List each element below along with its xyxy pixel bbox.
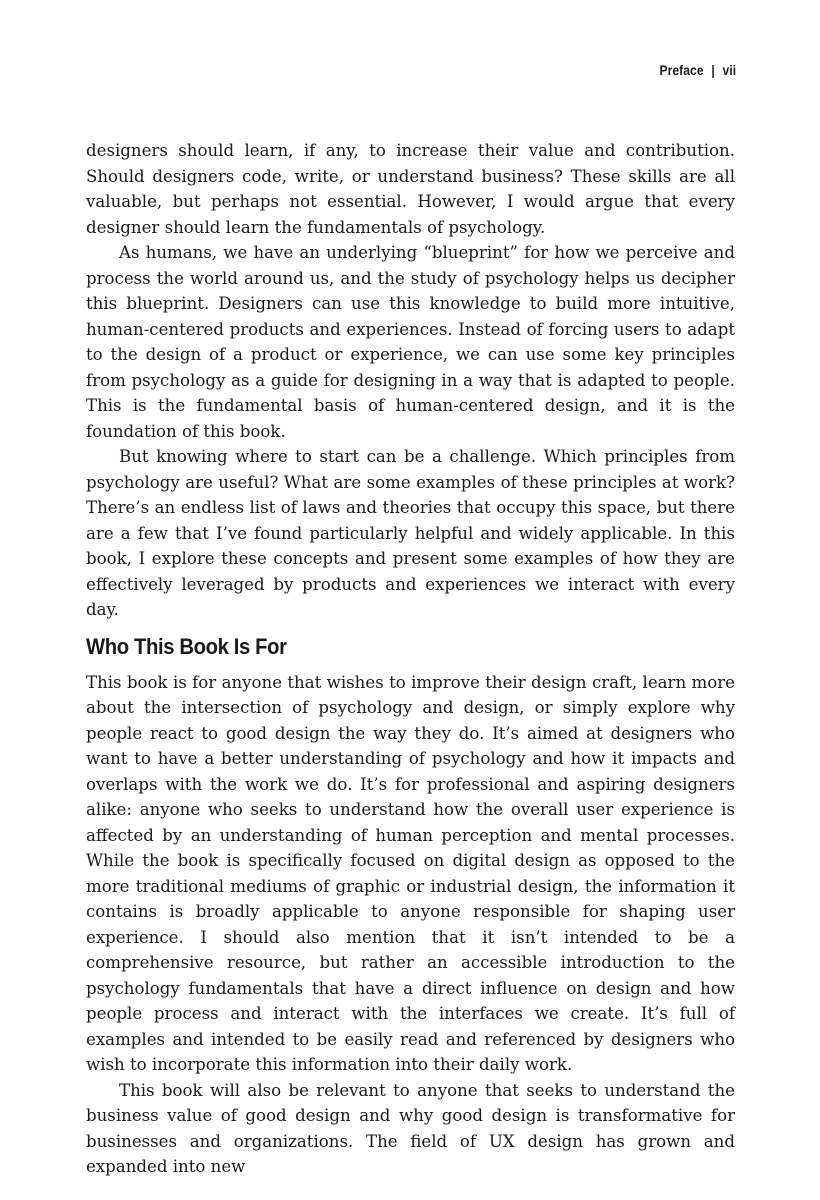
paragraph: This book is for anyone that wishes to improve their design craft, learn more about the intersection of psychology and design, or simply explore why people react to good design the way they do. It’s aimed at designers who want to have a better understanding of psychology and how it impacts and overlaps with the work we do. It’s for professional and aspiring designers alike: anyone who seeks to understand how the overall user experience is affected by an understanding of human perception and mental processes. While the book is specifically focused on digital design as opposed to the more traditional mediums of graphic or industrial design, the information it contains is broadly applicable to anyone responsible for shaping user experience. I should also mention that it isn’t intended to be a comprehensive resource, but rather an accessible introduction to the psychology fundamentals that have a direct influence on design and how people process and interact with the interfaces we create. It’s full of examples and intended to be easily read and referenced by designers who wish to incorporate this information into their daily work.	[86, 672, 735, 1074]
body-text	[86, 138, 735, 1180]
page-number: vii	[722, 62, 736, 78]
paragraph: designers should learn, if any, to increase their value and contribution. Should designers code, write, or understand business? These skills are all valuable, but perhaps not essential. However, I would argue that every designer should learn the fundamentals of psychology.	[86, 141, 735, 237]
header-section-title: Preface	[659, 62, 704, 78]
header-separator: |	[711, 62, 715, 78]
paragraph: As humans, we have an underlying “blueprint” for how we perceive and process the world around us, and the study of psychology helps us decipher this blueprint. Designers can use this knowledge to build more intuitive, human-centered products and experiences. Instead of forcing users to adapt to the design of a product or experience, we can use some key principles from psychology as a guide for designing in a way that is adapted to people. This is the fundamental basis of human-centered design, and it is the foundation of this book.	[86, 243, 735, 441]
running-header	[659, 62, 736, 78]
section-heading: Who This Book Is For	[86, 633, 287, 659]
paragraph: But knowing where to start can be a challenge. Which principles from psychology are useful? What are some examples of these principles at work? There’s an endless list of laws and theories that occupy this space, but there are a few that I’ve found particularly helpful and widely applicable. In this book, I explore these concepts and present some examples of how they are effectively leveraged by products and experiences we interact with every day.	[86, 447, 735, 619]
paragraph: This book will also be relevant to anyone that seeks to understand the business value of good design and why good design is transformative for businesses and organizations. The field of UX design has grown and expanded into new	[86, 1080, 735, 1176]
